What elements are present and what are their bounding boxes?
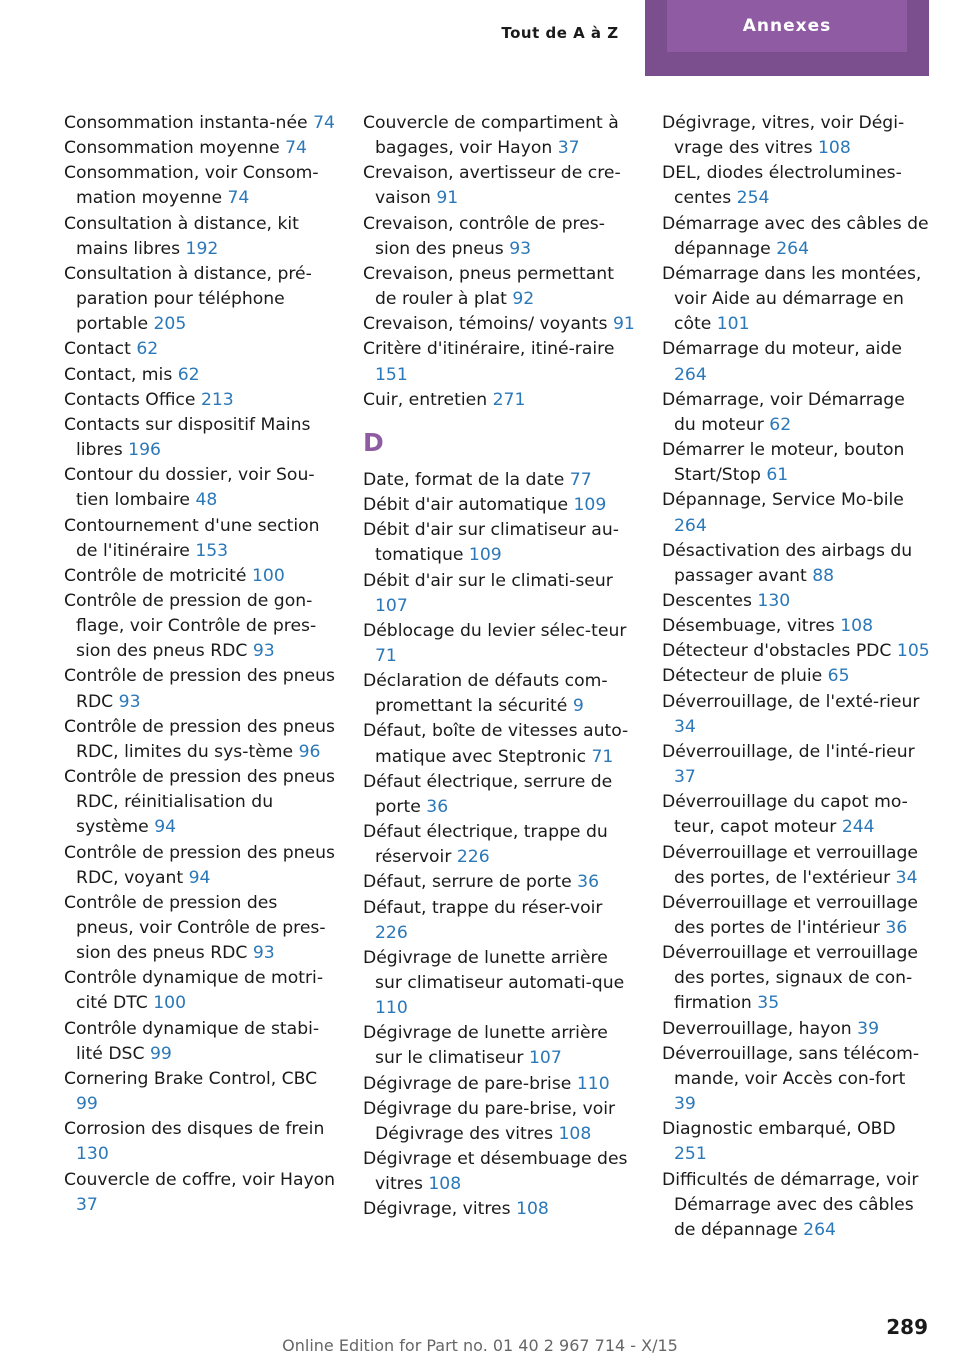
index-entry xyxy=(662,212,932,262)
index-page-link[interactable]: 37 xyxy=(674,767,696,788)
index-entry-text: Contrôle de pression des pneus RDC, voyant xyxy=(64,842,335,888)
index-entry-text: Contrôle de pression de gon-flage, voir Contrôle de pres-sion des pneus RDC xyxy=(64,590,317,662)
index-entry-text: Déverrouillage et verrouillage des portes de l'intérieur xyxy=(662,892,918,938)
index-page-link[interactable]: 74 xyxy=(227,188,250,209)
index-entry xyxy=(363,946,635,1021)
index-entry xyxy=(662,1017,932,1042)
index-entry xyxy=(64,413,336,463)
index-page-link[interactable]: 35 xyxy=(757,993,780,1014)
index-entry-text: Désactivation des airbags du passager avant xyxy=(662,540,913,586)
index-entry xyxy=(363,161,635,211)
index-entry-text: Contrôle dynamique de stabi-lité DSC xyxy=(64,1018,320,1064)
index-entry-text: Contour du dossier, voir Sou-tien lombaire xyxy=(64,465,315,511)
index-entry-text: Dépannage, Service Mo-bile xyxy=(662,490,904,511)
index-entry xyxy=(363,820,635,870)
index-entry xyxy=(64,463,336,513)
index-entry-text: Démarrage du moteur, aide xyxy=(662,339,902,360)
index-entry xyxy=(363,770,635,820)
index-page-link[interactable]: 226 xyxy=(456,847,490,868)
index-entry xyxy=(64,564,336,589)
index-entry xyxy=(662,388,932,438)
index-entry xyxy=(64,715,336,765)
index-page-link[interactable]: 251 xyxy=(674,1144,707,1165)
index-page-link[interactable]: 244 xyxy=(841,817,875,838)
index-entry xyxy=(363,1097,635,1147)
index-entry xyxy=(662,740,932,790)
index-page-link[interactable]: 107 xyxy=(375,595,408,616)
index-page-link[interactable]: 48 xyxy=(195,490,218,511)
index-page-link[interactable]: 264 xyxy=(776,238,810,259)
index-entry-text: Dégivrage, vitres xyxy=(363,1199,511,1220)
index-entry-text: Contrôle de pression des pneus RDC, réinitialisation du système xyxy=(64,767,335,838)
index-page-link[interactable]: 61 xyxy=(766,465,789,486)
index-page-link[interactable]: 151 xyxy=(375,364,408,385)
index-entry xyxy=(662,1117,932,1167)
index-page-link[interactable]: 37 xyxy=(76,1194,98,1215)
index-entry-text: Défaut, trappe du réser-voir xyxy=(363,897,603,918)
index-page-link[interactable]: 93 xyxy=(509,238,532,259)
index-entry-text: Dégivrage, vitres, voir Dégi-vrage des vitres xyxy=(662,113,905,159)
index-entry-text: Déverrouillage et verrouillage des portes, signaux de con-firmation xyxy=(662,943,918,1014)
index-entry xyxy=(662,488,932,538)
index-entry-text: Cuir, entretien xyxy=(363,389,488,410)
index-entry-text: Contrôle de pression des pneus RDC xyxy=(64,666,335,712)
index-entry xyxy=(64,262,336,337)
index-entry xyxy=(64,664,336,714)
index-page-link[interactable]: 108 xyxy=(840,616,874,637)
index-page-link[interactable]: 107 xyxy=(528,1048,562,1069)
index-page-link[interactable]: 264 xyxy=(674,364,707,385)
index-entry-text: Crevaison, témoins/ voyants xyxy=(363,314,608,335)
index-entry xyxy=(64,1067,336,1117)
index-entry-text: Crevaison, pneus permettant de rouler à plat xyxy=(363,263,614,310)
index-page-link[interactable]: 108 xyxy=(428,1174,462,1195)
index-entry-text: Défaut électrique, trappe du réservoir xyxy=(363,822,608,868)
index-entry-text: Détecteur de pluie xyxy=(662,666,823,687)
index-page-link[interactable]: 37 xyxy=(557,138,580,159)
index-page-link[interactable]: 109 xyxy=(573,495,607,516)
index-entry xyxy=(64,388,336,413)
index-entry-text: Contrôle de pression des pneus RDC, limites du sys-tème xyxy=(64,716,335,762)
index-entry-text: Défaut, serrure de porte xyxy=(363,872,572,893)
index-entry-text: Deverrouillage, hayon xyxy=(662,1018,852,1039)
index-page-link[interactable]: 130 xyxy=(757,590,791,611)
index-entry-text: Contournement d'une section de l'itinéraire xyxy=(64,515,320,561)
index-page-link[interactable]: 62 xyxy=(136,339,159,360)
index-page-link[interactable]: 77 xyxy=(569,469,592,490)
index-page-link[interactable]: 110 xyxy=(375,998,408,1019)
index-entry xyxy=(363,1021,635,1071)
index-page-link[interactable]: 93 xyxy=(252,943,275,964)
index-entry xyxy=(363,312,635,337)
index-page-link[interactable]: 205 xyxy=(153,314,187,335)
index-entry xyxy=(662,790,932,840)
index-entry xyxy=(363,619,635,669)
index-entry xyxy=(64,891,336,966)
index-entry-text: Dégivrage de pare-brise xyxy=(363,1073,572,1094)
index-entry xyxy=(662,664,932,689)
index-page-link[interactable]: 110 xyxy=(576,1073,610,1094)
index-page-link[interactable]: 108 xyxy=(558,1123,592,1144)
index-entry xyxy=(64,1168,336,1218)
index-entry-text: Contacts sur dispositif Mains libres xyxy=(64,414,311,461)
index-entry-text: Détecteur d'obstacles PDC xyxy=(662,641,892,662)
index-entry xyxy=(363,719,635,769)
index-entry xyxy=(662,614,932,639)
index-page-link[interactable]: 93 xyxy=(252,641,275,662)
index-letter-heading: D xyxy=(363,427,384,457)
index-entry-text: Contacts Office xyxy=(64,389,196,410)
index-entry-text: Dégivrage de lunette arrière sur le climatiseur xyxy=(363,1023,608,1069)
index-entry-text: Descentes xyxy=(662,590,752,611)
index-column-3 xyxy=(662,111,932,1243)
index-page-link[interactable]: 36 xyxy=(885,918,908,938)
index-entry xyxy=(64,1117,336,1167)
index-entry xyxy=(363,262,635,312)
index-entry xyxy=(363,870,635,895)
index-page-link[interactable]: 100 xyxy=(251,565,285,586)
index-column-1 xyxy=(64,111,336,1218)
index-entry xyxy=(662,1168,932,1243)
index-entry-text: Dégivrage et désembuage des vitres xyxy=(363,1149,628,1195)
index-entry-text: DEL, diodes électrolumines-centes xyxy=(662,163,902,209)
page-number: 289 xyxy=(886,1315,928,1339)
index-page-link[interactable]: 91 xyxy=(612,314,635,335)
index-entry xyxy=(662,941,932,1016)
index-entry-text: Difficultés de démarrage, voir Démarrage avec des câbles de dépannage xyxy=(662,1169,919,1240)
index-entry-text: Consommation instanta-née xyxy=(64,113,308,133)
index-page-link[interactable]: 71 xyxy=(375,645,397,666)
index-entry-text: Contact, mis xyxy=(64,364,173,385)
index-page-link[interactable]: 213 xyxy=(200,389,234,410)
index-entry xyxy=(64,514,336,564)
index-entry xyxy=(662,262,932,337)
index-entry-text: Démarrage dans les montées, voir Aide au démarrage en côte xyxy=(662,263,922,335)
index-page-link[interactable]: 71 xyxy=(591,746,614,767)
index-entry xyxy=(363,1072,635,1097)
index-entry-text: Déverrouillage, de l'inté-rieur xyxy=(662,741,915,762)
index-entry-text: Dégivrage de lunette arrière sur climatiseur automati-que xyxy=(363,947,625,993)
index-page-link[interactable]: 34 xyxy=(895,867,918,888)
index-entry-text: Date, format de la date xyxy=(363,469,565,490)
index-entry-text: Débit d'air sur le climati-seur xyxy=(363,570,613,591)
index-entry xyxy=(64,363,336,388)
index-page-link[interactable]: 254 xyxy=(736,188,770,209)
index-entry xyxy=(64,1017,336,1067)
index-entry xyxy=(662,639,932,664)
index-entry xyxy=(662,690,932,740)
chapter-tab xyxy=(645,0,929,76)
index-entry-text: Démarrage avec des câbles de dépannage xyxy=(662,213,929,259)
footer-edition: Online Edition for Part no. 01 40 2 967 714 - X/15 xyxy=(282,1336,678,1355)
index-entry-text: Contact xyxy=(64,339,131,360)
index-entry-text: Couvercle de compartiment à bagages, voir Hayon xyxy=(363,113,619,159)
index-entry-text: Consultation à distance, pré-paration pour téléphone portable xyxy=(64,263,312,335)
index-entry-text: Déverrouillage du capot mo-teur, capot moteur xyxy=(662,792,908,838)
index-entry xyxy=(662,1042,932,1117)
index-entry xyxy=(64,841,336,891)
index-entry xyxy=(363,493,635,518)
index-entry-text: Débit d'air sur climatiseur au-tomatique xyxy=(363,520,619,566)
index-entry-text: Démarrage, voir Démarrage du moteur xyxy=(662,389,905,435)
index-entry-text: Démarrer le moteur, bouton Start/Stop xyxy=(662,440,905,486)
index-page-link[interactable]: 65 xyxy=(827,666,850,687)
index-entry xyxy=(662,438,932,488)
index-entry-text: Contrôle de pression des pneus, voir Contrôle de pres-sion des pneus RDC xyxy=(64,892,326,964)
index-page-link[interactable]: 96 xyxy=(298,741,321,762)
index-entry-text: Consommation moyenne xyxy=(64,138,280,159)
index-entry-text: Contrôle de motricité xyxy=(64,565,247,586)
index-page-link[interactable]: 62 xyxy=(177,364,200,385)
index-entry-text: Cornering Brake Control, CBC xyxy=(64,1068,318,1089)
index-entry xyxy=(64,966,336,1016)
index-page-link[interactable]: 100 xyxy=(153,993,187,1014)
index-page-link[interactable]: 91 xyxy=(436,188,459,209)
index-page-link[interactable]: 36 xyxy=(426,796,449,817)
index-page-link[interactable]: 271 xyxy=(492,389,526,410)
index-entry xyxy=(662,111,932,161)
index-entry-text: Crevaison, avertisseur de cre-vaison xyxy=(363,163,621,209)
index-entry-text: Crevaison, contrôle de pres-sion des pneus xyxy=(363,213,605,259)
index-entry xyxy=(64,161,336,211)
index-page-link[interactable]: 108 xyxy=(818,138,851,159)
index-page-link[interactable]: 74 xyxy=(313,113,335,133)
index-entry-text: Désembuage, vitres xyxy=(662,616,835,637)
index-entry-text: Défaut, boîte de vitesses auto-matique avec Steptronic xyxy=(363,721,629,767)
index-page-link[interactable]: 9 xyxy=(572,696,584,717)
index-entry-text: Déverrouillage, de l'exté-rieur xyxy=(662,691,920,712)
index-entry-text: Critère d'itinéraire, itiné-raire xyxy=(363,339,615,360)
index-page-link[interactable]: 99 xyxy=(149,1043,172,1064)
chapter-tab-label: Annexes xyxy=(667,0,907,52)
index-entry xyxy=(64,589,336,664)
section-title: Tout de A à Z xyxy=(501,24,619,42)
index-page-link[interactable]: 192 xyxy=(185,238,219,259)
index-entry xyxy=(363,212,635,262)
index-page-link[interactable]: 88 xyxy=(812,565,835,586)
index-entry-text: Déverrouillage et verrouillage des portes, de l'extérieur xyxy=(662,842,918,888)
index-entry xyxy=(662,589,932,614)
index-entry-text: Déverrouillage, sans télécom-mande, voir Accès con-fort xyxy=(662,1043,920,1089)
index-page-link[interactable]: 226 xyxy=(375,922,408,943)
index-entry xyxy=(662,161,932,211)
index-entry-text: Contrôle dynamique de motri-cité DTC xyxy=(64,968,324,1014)
index-page-link[interactable]: 36 xyxy=(577,872,600,893)
index-entry-text: Corrosion des disques de frein xyxy=(64,1119,325,1140)
index-entry xyxy=(64,337,336,362)
index-page-link[interactable]: 92 xyxy=(512,289,535,310)
index-entry-text: Défaut électrique, serrure de porte xyxy=(363,771,613,817)
index-page-link[interactable]: 62 xyxy=(769,414,792,435)
index-entry-text: Consommation, voir Consom-mation moyenne xyxy=(64,163,319,209)
index-entry xyxy=(64,765,336,840)
index-entry xyxy=(363,669,635,719)
index-entry xyxy=(363,111,635,161)
index-entry xyxy=(363,468,635,493)
index-entry xyxy=(662,841,932,891)
index-page-link[interactable]: 109 xyxy=(468,545,502,566)
index-page-link[interactable]: 105 xyxy=(896,641,930,662)
index-entry-text: Déclaration de défauts com-promettant la sécurité xyxy=(363,671,608,717)
index-entry xyxy=(363,388,635,413)
index-entry xyxy=(363,518,635,568)
index-page-link[interactable]: 74 xyxy=(285,138,307,159)
index-page-link[interactable]: 130 xyxy=(76,1144,109,1165)
index-entry-text: Diagnostic embarqué, OBD xyxy=(662,1119,896,1140)
index-entry-text: Débit d'air automatique xyxy=(363,495,569,516)
index-entry xyxy=(363,896,635,946)
index-page-link[interactable]: 99 xyxy=(76,1094,98,1115)
index-entry-text: Dégivrage du pare-brise, voir Dégivrage des vitres xyxy=(363,1098,616,1144)
index-entry-text: Déblocage du levier sélec-teur xyxy=(363,620,627,641)
index-page-link[interactable]: 264 xyxy=(674,515,707,536)
index-entry xyxy=(363,1197,635,1222)
index-page-link[interactable]: 196 xyxy=(128,440,161,461)
index-entry-text: Couvercle de coffre, voir Hayon xyxy=(64,1169,336,1190)
index-entry xyxy=(363,1147,635,1197)
index-entry-text: Consultation à distance, kit mains libres xyxy=(64,213,299,259)
index-page-link[interactable]: 34 xyxy=(674,716,696,737)
index-page-link[interactable]: 94 xyxy=(154,817,177,838)
index-entry xyxy=(363,569,635,619)
index-page-link[interactable]: 264 xyxy=(803,1219,836,1240)
index-page-link[interactable]: 39 xyxy=(674,1094,696,1115)
index-column-2 xyxy=(363,111,635,1223)
index-page-link[interactable]: 101 xyxy=(716,314,750,335)
index-entry xyxy=(64,111,336,136)
index-page-link[interactable]: 93 xyxy=(118,691,141,712)
index-entry xyxy=(662,539,932,589)
index-entry xyxy=(662,891,932,941)
index-page-link[interactable]: 153 xyxy=(195,540,229,561)
index-entry xyxy=(64,212,336,262)
index-entry xyxy=(64,136,336,161)
index-page-link[interactable]: 94 xyxy=(188,867,211,888)
index-entry xyxy=(363,337,635,387)
index-page-link[interactable]: 39 xyxy=(857,1018,880,1039)
index-page-link[interactable]: 108 xyxy=(516,1199,549,1220)
index-entry xyxy=(662,337,932,387)
